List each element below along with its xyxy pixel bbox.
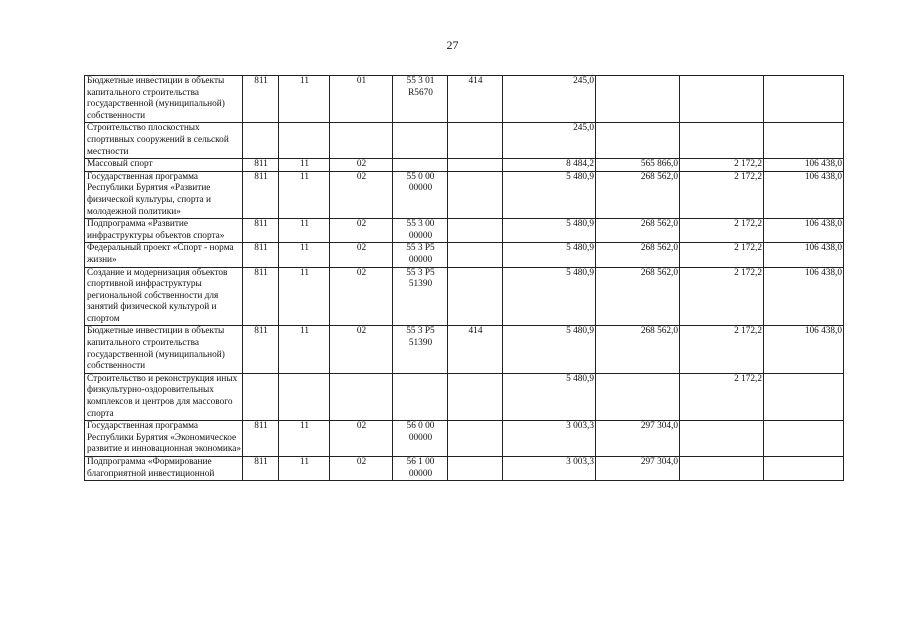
cell-expense-type: [448, 171, 503, 218]
cell-sum-2: [596, 123, 680, 159]
cell-section: 11: [279, 243, 330, 267]
cell-grbs: 811: [243, 171, 279, 218]
cell-expense-type: [448, 373, 503, 420]
cell-grbs: 811: [243, 267, 279, 326]
cell-target-article: 56 1 00 00000: [393, 457, 448, 481]
cell-name: Подпрограмма «Развитие инфраструктуры объектов спорта»: [85, 219, 243, 243]
cell-name: Строительство плоскостных спортивных сооружений в сельской местности: [85, 123, 243, 159]
cell-sum-2: 297 304,0: [596, 421, 680, 457]
cell-expense-type: [448, 267, 503, 326]
cell-expense-type: [448, 421, 503, 457]
cell-sum-3: 2 172,2: [680, 373, 764, 420]
cell-sum-1: 5 480,9: [503, 243, 596, 267]
cell-grbs: 811: [243, 421, 279, 457]
table-row: [85, 421, 844, 457]
cell-sum-3: [680, 76, 764, 123]
table-row: [85, 457, 844, 481]
cell-grbs: 811: [243, 457, 279, 481]
cell-sum-1: 5 480,9: [503, 267, 596, 326]
cell-section: [279, 373, 330, 420]
cell-sum-1: 5 480,9: [503, 219, 596, 243]
cell-sum-4: [764, 373, 844, 420]
cell-section: 11: [279, 171, 330, 218]
cell-sum-3: 2 172,2: [680, 171, 764, 218]
table-row: [85, 123, 844, 159]
cell-target-article: 55 3 00 00000: [393, 219, 448, 243]
cell-sum-4: 106 438,0: [764, 171, 844, 218]
cell-sum-4: 106 438,0: [764, 267, 844, 326]
cell-subsection: [330, 373, 393, 420]
cell-subsection: 01: [330, 76, 393, 123]
cell-subsection: 02: [330, 219, 393, 243]
cell-sum-2: 268 562,0: [596, 219, 680, 243]
page-number: 27: [446, 38, 459, 52]
cell-sum-2: 268 562,0: [596, 326, 680, 373]
table-row: [85, 267, 844, 326]
cell-section: 11: [279, 421, 330, 457]
cell-expense-type: 414: [448, 326, 503, 373]
cell-name: Государственная программа Республики Бурятия «Экономическое развитие и инновационная экономика»: [85, 421, 243, 457]
cell-sum-4: 106 438,0: [764, 243, 844, 267]
cell-sum-1: 5 480,9: [503, 171, 596, 218]
cell-target-article: 55 0 00 00000: [393, 171, 448, 218]
cell-target-article: 56 0 00 00000: [393, 421, 448, 457]
cell-sum-4: 106 438,0: [764, 326, 844, 373]
cell-grbs: 811: [243, 76, 279, 123]
cell-subsection: 02: [330, 267, 393, 326]
cell-sum-1: 245,0: [503, 123, 596, 159]
cell-sum-3: [680, 123, 764, 159]
cell-sum-3: 2 172,2: [680, 267, 764, 326]
cell-sum-3: [680, 457, 764, 481]
cell-sum-3: [680, 421, 764, 457]
cell-section: 11: [279, 219, 330, 243]
cell-sum-3: 2 172,2: [680, 326, 764, 373]
cell-section: 11: [279, 267, 330, 326]
cell-grbs: [243, 123, 279, 159]
cell-subsection: 02: [330, 171, 393, 218]
cell-sum-1: 5 480,9: [503, 373, 596, 420]
cell-section: 11: [279, 76, 330, 123]
budget-table: [84, 75, 844, 481]
cell-grbs: 811: [243, 243, 279, 267]
cell-sum-1: 8 484,2: [503, 159, 596, 172]
cell-name: Государственная программа Республики Бурятия «Развитие физической культуры, спорта и молодежной политики»: [85, 171, 243, 218]
cell-sum-2: 268 562,0: [596, 267, 680, 326]
table-row: [85, 326, 844, 373]
cell-name: Бюджетные инвестиции в объекты капитального строительства государственной (муниципальной) собственности: [85, 76, 243, 123]
table-row: [85, 219, 844, 243]
cell-expense-type: [448, 457, 503, 481]
cell-grbs: 811: [243, 219, 279, 243]
cell-subsection: [330, 123, 393, 159]
cell-section: 11: [279, 159, 330, 172]
cell-subsection: 02: [330, 326, 393, 373]
cell-sum-2: [596, 76, 680, 123]
cell-name: Создание и модернизация объектов спортивной инфраструктуры региональной собственности для занятий физической культурой и спортом: [85, 267, 243, 326]
cell-name: Подпрограмма «Формирование благоприятной инвестиционной: [85, 457, 243, 481]
cell-section: 11: [279, 326, 330, 373]
cell-sum-4: [764, 123, 844, 159]
cell-subsection: 02: [330, 159, 393, 172]
table-row: [85, 171, 844, 218]
cell-grbs: [243, 373, 279, 420]
cell-expense-type: [448, 219, 503, 243]
cell-name: Строительство и реконструкция иных физкультурно-оздоровительных комплексов и центров для массового спорта: [85, 373, 243, 420]
cell-subsection: 02: [330, 243, 393, 267]
cell-sum-3: 2 172,2: [680, 243, 764, 267]
table-row: [85, 373, 844, 420]
cell-subsection: 02: [330, 457, 393, 481]
cell-sum-1: 3 003,3: [503, 457, 596, 481]
cell-name: Массовый спорт: [85, 159, 243, 172]
cell-expense-type: [448, 123, 503, 159]
cell-grbs: 811: [243, 326, 279, 373]
cell-sum-2: 565 866,0: [596, 159, 680, 172]
cell-sum-4: [764, 421, 844, 457]
cell-sum-2: 297 304,0: [596, 457, 680, 481]
cell-expense-type: [448, 243, 503, 267]
cell-sum-3: 2 172,2: [680, 159, 764, 172]
cell-target-article: [393, 123, 448, 159]
cell-sum-2: 268 562,0: [596, 243, 680, 267]
cell-target-article: [393, 159, 448, 172]
table-row: [85, 243, 844, 267]
cell-target-article: 55 3 P5 00000: [393, 243, 448, 267]
cell-target-article: 55 3 P5 51390: [393, 267, 448, 326]
cell-target-article: 55 3 01 R5670: [393, 76, 448, 123]
cell-sum-4: [764, 76, 844, 123]
cell-section: [279, 123, 330, 159]
cell-sum-2: [596, 373, 680, 420]
cell-grbs: 811: [243, 159, 279, 172]
cell-sum-4: [764, 457, 844, 481]
cell-sum-4: 106 438,0: [764, 159, 844, 172]
cell-subsection: 02: [330, 421, 393, 457]
cell-expense-type: [448, 159, 503, 172]
table-row: [85, 76, 844, 123]
cell-sum-1: 5 480,9: [503, 326, 596, 373]
cell-target-article: [393, 373, 448, 420]
cell-expense-type: 414: [448, 76, 503, 123]
cell-sum-1: 3 003,3: [503, 421, 596, 457]
cell-sum-4: 106 438,0: [764, 219, 844, 243]
cell-sum-3: 2 172,2: [680, 219, 764, 243]
cell-name: Федеральный проект «Спорт - норма жизни»: [85, 243, 243, 267]
table-body: [85, 76, 844, 481]
cell-sum-1: 245,0: [503, 76, 596, 123]
table-row: [85, 159, 844, 172]
cell-target-article: 55 3 P5 51390: [393, 326, 448, 373]
cell-section: 11: [279, 457, 330, 481]
cell-sum-2: 268 562,0: [596, 171, 680, 218]
cell-name: Бюджетные инвестиции в объекты капитального строительства государственной (муниципальной) собственности: [85, 326, 243, 373]
